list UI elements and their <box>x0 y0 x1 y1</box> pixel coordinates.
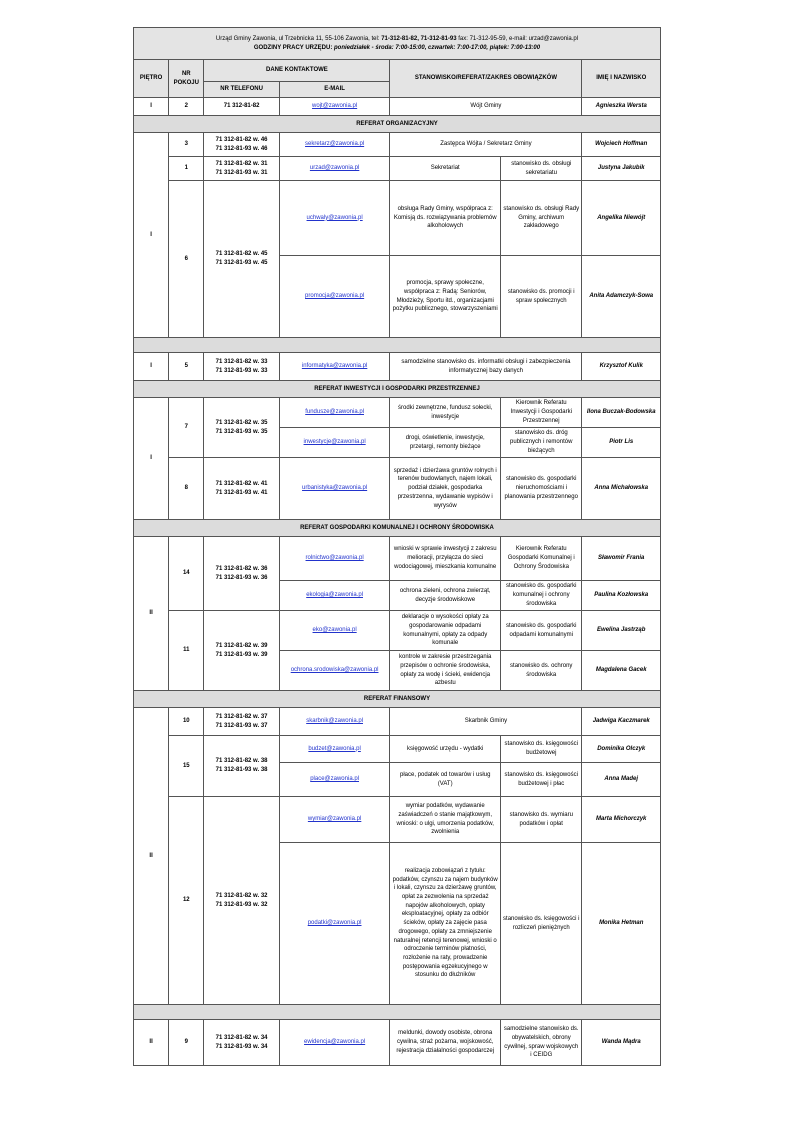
email-cell <box>279 537 390 581</box>
table-row <box>134 736 661 763</box>
name-cell: Jadwiga Kaczmarek <box>582 708 661 736</box>
duties-cell: Sekretariat <box>390 157 501 181</box>
role-cell: stanowisko ds. dróg publicznych i remontów bieżących <box>501 428 582 458</box>
table-row <box>134 708 661 736</box>
role-cell: stanowisko ds. obsługi Rady Gminy, archiwum zakładowego <box>501 181 582 256</box>
header-position: STANOWISKO/REFERAT/ZAKRES OBOWIĄZKÓW <box>390 60 582 98</box>
floor-cell: I <box>134 133 169 338</box>
position-cell: Zastępca Wójta / Sekretarz Gminy <box>390 133 582 157</box>
role-cell: stanowisko ds. wymiaru podatków i opłat <box>501 797 582 843</box>
room-cell: 2 <box>169 98 204 116</box>
role-cell: stanowisko ds. księgowości budżetowej i płac <box>501 763 582 797</box>
email-cell <box>279 736 390 763</box>
email-cell <box>279 398 390 428</box>
email-link[interactable]: skarbnik@zawonia.pl <box>306 718 363 725</box>
section-row <box>134 116 661 133</box>
duties-cell: deklaracje o wysokości opłaty za gospodarowanie odpadami komunalnymi, opłaty za odpady komunale <box>390 611 501 651</box>
role-cell: stanowisko ds. księgowości i rozliczeń pieniężnych <box>501 843 582 1005</box>
room-cell: 5 <box>169 353 204 381</box>
duties-cell: kontrole w zakresie przestrzegania przepisów o ochronie środowiska, opłaty za wodę i ścieki, ewidencja azbestu <box>390 651 501 691</box>
role-cell: samodzielne stanowisko ds. obywatelskich, obrony cywilnej, spraw wojskowych i CEIDG <box>501 1020 582 1066</box>
email-link[interactable]: inwestycje@zawonia.pl <box>303 439 366 446</box>
table-row <box>134 398 661 428</box>
phone-cell: 71 312-81-82 w. 46 71 312-81-93 w. 46 <box>204 133 279 157</box>
spacer-row <box>134 338 661 353</box>
email-link[interactable]: rolnictwo@zawonia.pl <box>305 555 364 562</box>
floor-cell: I <box>134 98 169 116</box>
email-link[interactable]: budzet@zawonia.pl <box>308 745 361 752</box>
email-cell <box>279 133 390 157</box>
name-cell: Wojciech Hoffman <box>582 133 661 157</box>
spacer <box>134 1005 661 1020</box>
duties-cell: ochrona zieleni, ochrona zwierząt, decyzje środowiskowe <box>390 581 501 611</box>
email-cell <box>279 1020 390 1066</box>
header-contact: DANE KONTAKTOWE <box>204 60 390 82</box>
name-cell: Agnieszka Wersta <box>582 98 661 116</box>
email-cell <box>279 708 390 736</box>
position-cell: Wójt Gminy <box>390 98 582 116</box>
email-link[interactable]: uchwaly@zawonia.pl <box>306 214 363 221</box>
email-link[interactable]: place@zawonia.pl <box>310 776 359 783</box>
duties-cell: sprzedaż i dzierżawa gruntów rolnych i terenów budowlanych, najem lokali, podział działek, gospodarka przestrzenna, wydawanie wypisów i wyrysów <box>390 458 501 520</box>
room-cell: 9 <box>169 1020 204 1066</box>
name-cell: Magdalena Gacek <box>582 651 661 691</box>
position-cell: samodzielne stanowisko ds. informatki obsługi i zabezpieczenia informatycznej bazy danych <box>390 353 582 381</box>
name-cell: Anita Adamczyk-Sowa <box>582 256 661 338</box>
email-cell <box>279 763 390 797</box>
email-link[interactable]: informatyka@zawonia.pl <box>301 363 368 370</box>
email-link[interactable]: ochrona.srodowiska@zawonia.pl <box>290 667 379 674</box>
email-link[interactable]: wojt@zawonia.pl <box>312 103 358 110</box>
table-row <box>134 797 661 843</box>
email-cell <box>279 458 390 520</box>
duties-cell: obsługa Rady Gminy, współpraca z: Komisją ds. rozwiązywania problemów alkoholowych <box>390 181 501 256</box>
table-row <box>134 181 661 256</box>
email-cell <box>279 611 390 651</box>
position-cell: Skarbnik Gminy <box>390 708 582 736</box>
email-link[interactable]: urzad@zawonia.pl <box>309 165 360 172</box>
duties-cell: promocja, sprawy społeczne, współpraca z: Radą: Seniorów, Młodzieży, Sportu itd., organizacjami pożytku publicznego, stowarzyszeniami <box>390 256 501 338</box>
email-link[interactable]: sekretarz@zawonia.pl <box>305 141 365 148</box>
role-cell: stanowisko ds. księgowości budżetowej <box>501 736 582 763</box>
table-row <box>134 133 661 157</box>
section-row <box>134 520 661 537</box>
column-header-row <box>134 60 661 82</box>
room-cell: 6 <box>169 181 204 338</box>
room-cell: 10 <box>169 708 204 736</box>
email-link[interactable]: promocja@zawonia.pl <box>305 293 365 300</box>
section-row <box>134 691 661 708</box>
floor-cell: II <box>134 708 169 1005</box>
role-cell: stanowisko ds. gospodarki nieruchomościami i planowania przestrzennego <box>501 458 582 520</box>
email-cell <box>279 581 390 611</box>
section-title-komunalny: REFERAT GOSPODARKI KOMUNALNEJ I OCHRONY ŚRODOWISKA <box>134 520 661 537</box>
section-row <box>134 381 661 398</box>
header-name: IMIĘ I NAZWISKO <box>582 60 661 98</box>
phone-cell: 71 312-81-82 w. 39 71 312-81-93 w. 39 <box>204 611 279 691</box>
room-cell: 11 <box>169 611 204 691</box>
table-row <box>134 611 661 651</box>
duties-cell: realizacja zobowiązań z tytułu: podatków, czynszu za najem budynków i lokali, czynszu za dzierżawę gruntów, opłat za zezwolenia na sprzedaż napojów alkoholowych, opłaty eksploatacyjnej, opłaty za odbiór ścieków, opłaty za zajęcie pasa drogowego, opłaty za zmniejszenie naturalnej retencji terenowej, wnioski o odroczenie terminów płatności, rozłożenie na raty, prowadzenie postępowania egzekucyjnego w stosunku do dłużników <box>390 843 501 1005</box>
floor-cell: I <box>134 398 169 520</box>
phone-cell: 71 312-81-82 <box>204 98 279 116</box>
email-link[interactable]: wymiar@zawonia.pl <box>307 816 362 823</box>
phone-cell: 71 312-81-82 w. 31 71 312-81-93 w. 31 <box>204 157 279 181</box>
phone-cell: 71 312-81-82 w. 36 71 312-81-93 w. 36 <box>204 537 279 611</box>
email-link[interactable]: fundusze@zawonia.pl <box>305 409 364 416</box>
email-link[interactable]: ewidencja@zawonia.pl <box>304 1039 366 1046</box>
role-cell: stanowisko ds. gospodarki odpadami komunalnymi <box>501 611 582 651</box>
name-cell: Piotr Lis <box>582 428 661 458</box>
floor-cell: II <box>134 1020 169 1066</box>
room-cell: 1 <box>169 157 204 181</box>
role-cell: stanowisko ds. promocji i spraw społecznych <box>501 256 582 338</box>
name-cell: Sławomir Frania <box>582 537 661 581</box>
section-title-finansowy: REFERAT FINANSOWY <box>134 691 661 708</box>
room-cell: 3 <box>169 133 204 157</box>
email-link[interactable]: podatki@zawonia.pl <box>307 920 362 927</box>
phone-cell: 71 312-81-82 w. 35 71 312-81-93 w. 35 <box>204 398 279 458</box>
name-cell: Dominika Olczyk <box>582 736 661 763</box>
duties-cell: płace, podatek od towarów i usług (VAT) <box>390 763 501 797</box>
section-title-inwestycji: REFERAT INWESTYCJI I GOSPODARKI PRZESTRZENNEJ <box>134 381 661 398</box>
email-cell <box>279 428 390 458</box>
room-cell: 12 <box>169 797 204 1005</box>
email-cell <box>279 157 390 181</box>
header-phone: NR TELEFONU <box>204 82 279 98</box>
header-email: E-MAIL <box>279 82 390 98</box>
name-cell: Marta Michorczyk <box>582 797 661 843</box>
email-link[interactable]: eko@zawonia.pl <box>312 627 357 634</box>
room-cell: 8 <box>169 458 204 520</box>
name-cell: Wanda Mądra <box>582 1020 661 1066</box>
email-cell <box>279 353 390 381</box>
header-room: NR POKOJU <box>169 60 204 98</box>
duties-cell: meldunki, dowody osobiste, obrona cywilna, straż pożarna, wojskowość, rejestracja działalności gospodarczej <box>390 1020 501 1066</box>
header-floor: PIĘTRO <box>134 60 169 98</box>
email-cell <box>279 181 390 256</box>
name-cell: Anna Madej <box>582 763 661 797</box>
name-cell: Justyna Jakubik <box>582 157 661 181</box>
duties-cell: środki zewnętrzne, fundusz sołecki, inwestycje <box>390 398 501 428</box>
phone-cell: 71 312-81-82 w. 37 71 312-81-93 w. 37 <box>204 708 279 736</box>
table-row <box>134 1020 661 1066</box>
phone-cell: 71 312-81-82 w. 34 71 312-81-93 w. 34 <box>204 1020 279 1066</box>
role-cell: stanowisko ds. obsługi sekretariatu <box>501 157 582 181</box>
office-info-row <box>134 28 661 60</box>
table-row <box>134 353 661 381</box>
email-cell <box>279 256 390 338</box>
role-cell: Kierownik Referatu Inwestycji i Gospodarki Przestrzennej <box>501 398 582 428</box>
duties-cell: księgowość urzędu - wydatki <box>390 736 501 763</box>
duties-cell: drogi, oświetlenie, inwestycje, przetargi, remonty bieżące <box>390 428 501 458</box>
room-cell: 7 <box>169 398 204 458</box>
name-cell: Anna Michałowska <box>582 458 661 520</box>
duties-cell: wymiar podatków, wydawanie zaświadczeń o stanie majątkowym, wnioski: o ulgi, umorzenia podatków, zwolnienia <box>390 797 501 843</box>
role-cell: stanowisko ds. ochrony środowiska <box>501 651 582 691</box>
name-cell: Krzysztof Kulik <box>582 353 661 381</box>
phone-cell: 71 312-81-82 w. 33 71 312-81-93 w. 33 <box>204 353 279 381</box>
floor-cell: II <box>134 537 169 691</box>
email-cell <box>279 797 390 843</box>
table-row <box>134 458 661 520</box>
role-cell: stanowisko ds. gospodarki komunalnej i ochrony środowiska <box>501 581 582 611</box>
name-cell: Monika Hetman <box>582 843 661 1005</box>
contact-directory-table <box>133 27 661 1066</box>
name-cell: Angelika Niewójt <box>582 181 661 256</box>
email-cell <box>279 843 390 1005</box>
table-row <box>134 98 661 116</box>
email-cell <box>279 651 390 691</box>
office-info: Urząd Gminy Zawonia, ul Trzebnicka 11, 55-106 Zawonia, tel: 71-312-81-82, 71-312-81-93 fax: 71-312-95-59, e-mail: urzad@zawonia.pl GODZINY PRACY URZĘDU: poniedziałek - środa: 7:00-15:00, czwartek: 7:00-17:00, piątek: 7:00-13:00 <box>134 28 661 60</box>
name-cell: Paulina Kozłowska <box>582 581 661 611</box>
phone-cell: 71 312-81-82 w. 38 71 312-81-93 w. 38 <box>204 736 279 797</box>
email-link[interactable]: urbanistyka@zawonia.pl <box>302 485 368 492</box>
floor-cell: I <box>134 353 169 381</box>
role-cell: Kierownik Referatu Gospodarki Komunalnej i Ochrony Środowiska <box>501 537 582 581</box>
table-row <box>134 537 661 581</box>
room-cell: 14 <box>169 537 204 611</box>
spacer <box>134 338 661 353</box>
phone-cell: 71 312-81-82 w. 45 71 312-81-93 w. 45 <box>204 181 279 338</box>
name-cell: Ewelina Jastrząb <box>582 611 661 651</box>
duties-cell: wnioski w sprawie inwestycji z zakresu melioracji, przyłącza do sieci wodociągowej, mieszkania komunalne <box>390 537 501 581</box>
phone-cell: 71 312-81-82 w. 41 71 312-81-93 w. 41 <box>204 458 279 520</box>
room-cell: 15 <box>169 736 204 797</box>
spacer-row <box>134 1005 661 1020</box>
email-link[interactable]: ekologia@zawonia.pl <box>306 592 363 599</box>
table-row <box>134 157 661 181</box>
email-cell <box>279 98 390 116</box>
phone-cell: 71 312-81-82 w. 32 71 312-81-93 w. 32 <box>204 797 279 1005</box>
name-cell: Ilona Buczak-Bodowska <box>582 398 661 428</box>
section-title-organizacyjny: REFERAT ORGANIZACYJNY <box>134 116 661 133</box>
